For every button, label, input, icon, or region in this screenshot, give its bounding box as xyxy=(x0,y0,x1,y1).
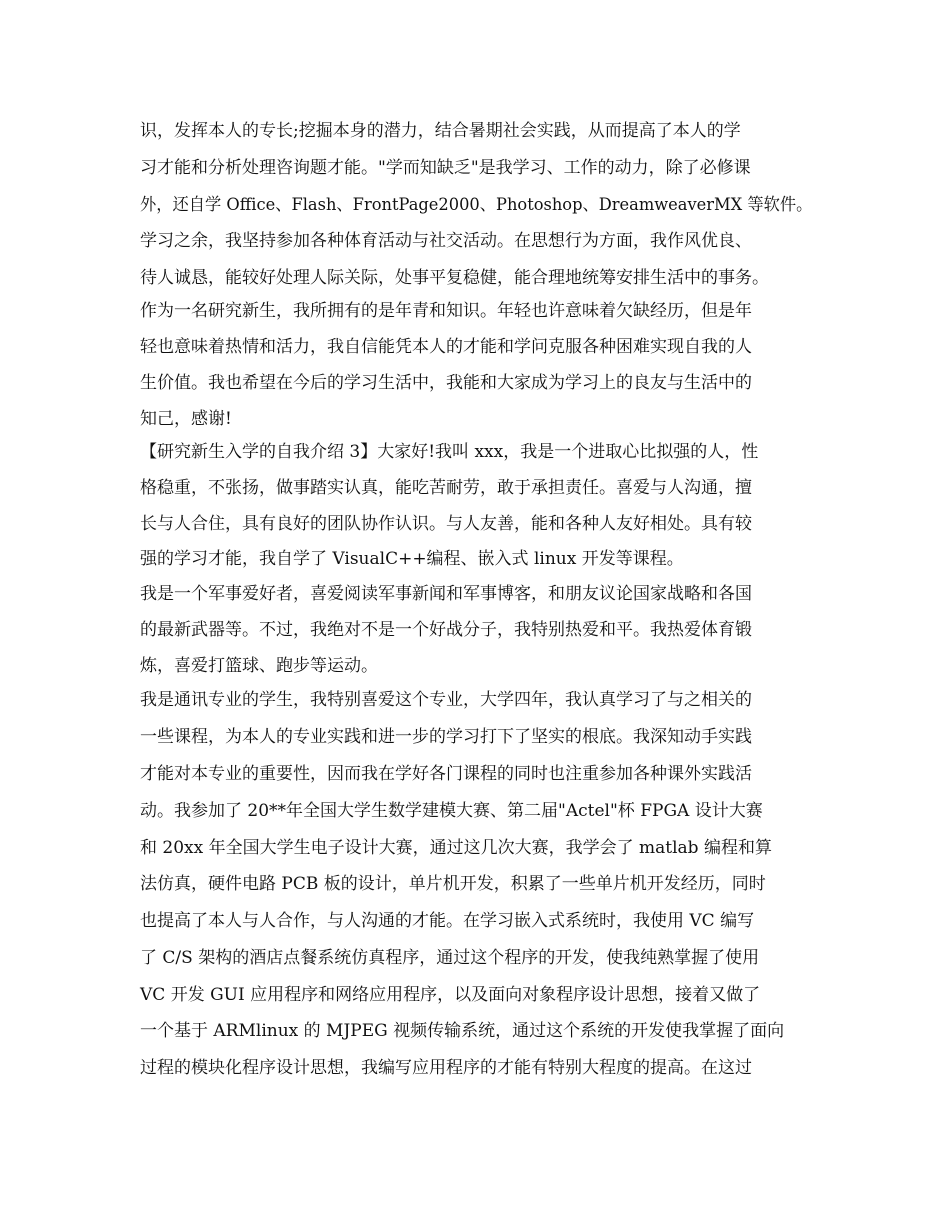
text-line: 和 20xx 年全国大学生电子设计大赛，通过这几次大赛，我学会了 matlab 编程和算 xyxy=(140,838,772,858)
text-line: 格稳重，不张扬，做事踏实认真，能吃苦耐劳，敢于承担责任。喜爱与人沟通，擅 xyxy=(140,478,752,498)
text-line: 一些课程，为本人的专业实践和进一步的学习打下了坚实的根底。我深知动手实践 xyxy=(140,727,752,747)
text-line: 我是通讯专业的学生，我特别喜爱这个专业，大学四年，我认真学习了与之相关的 xyxy=(140,690,752,710)
text-line: 长与人合住，具有良好的团队协作认识。与人友善，能和各种人友好相处。具有较 xyxy=(140,514,752,534)
text-line: 动。我参加了 20**年全国大学生数学建模大赛、第二届"Actel"杯 FPGA 设计大赛 xyxy=(140,801,763,821)
text-line: 的最新武器等。不过，我绝对不是一个好战分子，我特别热爱和平。我热爱体育锻 xyxy=(140,620,752,640)
text-line: 知己，感谢! xyxy=(140,409,232,429)
text-line: VC 开发 GUI 应用程序和网络应用程序，以及面向对象程序设计思想，接着又做了 xyxy=(140,985,761,1005)
text-line: 待人诚恳，能较好处理人际关际，处事平复稳健，能合理地统筹安排生活中的事务。 xyxy=(140,268,769,288)
text-line: 过程的模块化程序设计思想，我编写应用程序的才能有特别大程度的提高。在这过 xyxy=(140,1058,752,1078)
text-line: 也提高了本人与人合作，与人沟通的才能。在学习嵌入式系统时，我使用 VC 编写 xyxy=(140,911,755,931)
text-line: 识，发挥本人的专长;挖掘本身的潜力，结合暑期社会实践，从而提高了本人的学 xyxy=(140,121,741,141)
section-heading-line: 【研究新生入学的自我介绍 3】大家好!我叫 xxx，我是一个进取心比拟强的人，性 xyxy=(140,442,759,462)
text-line: 外，还自学 Office、Flash、FrontPage2000、Photoshop、DreamweaverMX 等软件。 xyxy=(140,195,813,215)
text-line: 一个基于 ARMlinux 的 MJPEG 视频传输系统，通过这个系统的开发使我掌握了面向 xyxy=(140,1021,785,1041)
text-line: 法仿真，硬件电路 PCB 板的设计，单片机开发，积累了一些单片机开发经历，同时 xyxy=(140,874,766,894)
text-line: 强的学习才能，我自学了 VisualC++编程、嵌入式 linux 开发等课程。 xyxy=(140,549,684,569)
text-line: 生价值。我也希望在今后的学习生活中，我能和大家成为学习上的良友与生活中的 xyxy=(140,373,752,393)
text-line: 轻也意味着热情和活力，我自信能凭本人的才能和学问克服各种困难实现自我的人 xyxy=(140,337,752,357)
text-line: 炼，喜爱打篮球、跑步等运动。 xyxy=(140,656,378,676)
text-line: 了 C/S 架构的酒店点餐系统仿真程序，通过这个程序的开发，使我纯熟掌握了使用 xyxy=(140,948,760,968)
text-line: 学习之余，我坚持参加各种体育活动与社交活动。在思想行为方面，我作风优良、 xyxy=(140,231,752,251)
text-line: 作为一名研究新生，我所拥有的是年青和知识。年轻也许意味着欠缺经历，但是年 xyxy=(140,301,752,321)
text-line: 才能对本专业的重要性，因而我在学好各门课程的同时也注重参加各种课外实践活 xyxy=(140,764,752,784)
text-line: 习才能和分析处理咨询题才能。"学而知缺乏"是我学习、工作的动力，除了必修课 xyxy=(140,158,751,178)
text-line: 我是一个军事爱好者，喜爱阅读军事新闻和军事博客，和朋友议论国家战略和各国 xyxy=(140,584,752,604)
